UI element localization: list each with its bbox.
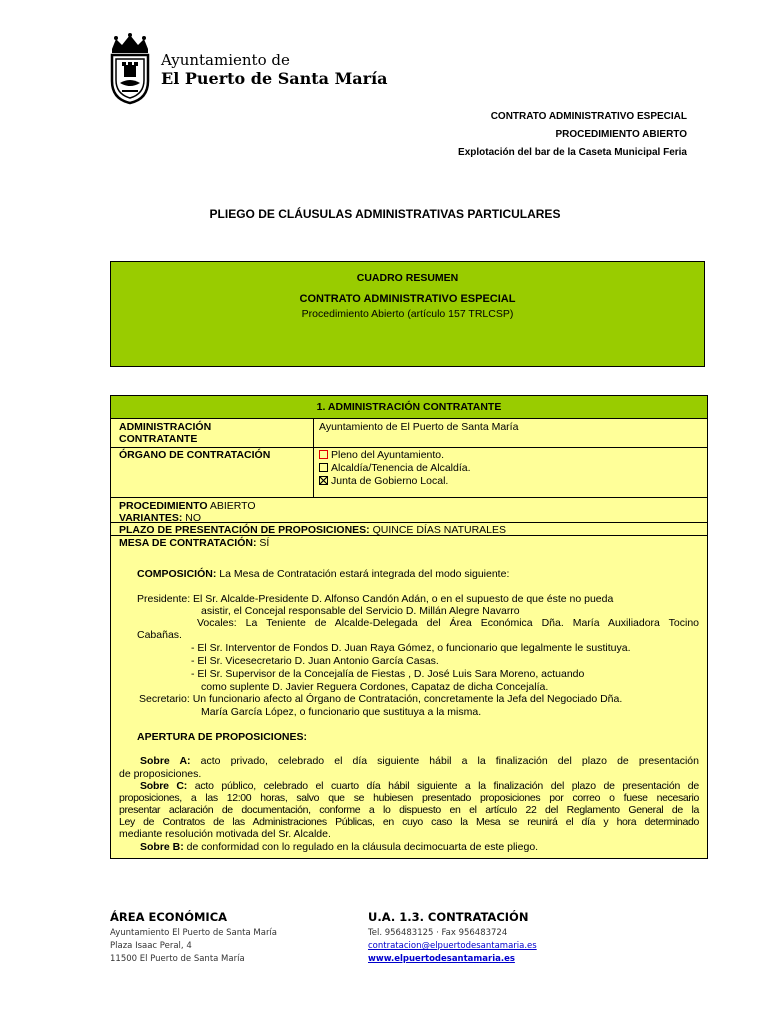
checkmark-x-icon (319, 476, 328, 485)
sobre-c-line2: proposiciones, a las 12:00 horas, salvo que se hubiesen presentado proposiciones por correo o fuese necesario (119, 792, 699, 804)
footer-phone-fax: Tel. 956483125 · Fax 956483724 (368, 928, 508, 938)
footer-area-title: ÁREA ECONÓMICA (110, 910, 228, 924)
admin-value: Ayuntamiento de El Puerto de Santa María (319, 421, 519, 433)
composition-label: COMPOSICIÓN: (137, 568, 217, 580)
section-contracting-administration (110, 395, 708, 859)
sobre-b-text: de conformidad con lo regulado en la cláusula decimocuarta de este pliego. (183, 841, 539, 853)
vocal-interventor: - El Sr. Interventor de Fondos D. Juan Raya Gómez, o funcionario que legalmente le sustituya. (191, 642, 631, 654)
mesa-label: MESA DE CONTRATACIÓN: (119, 537, 257, 549)
deadline-value: QUINCE DÍAS NATURALES (369, 524, 507, 536)
row-divider (111, 447, 707, 448)
secretary-line2: María García López, o funcionario que sustituya a la misma. (201, 706, 482, 718)
header-contract-object: Explotación del bar de la Caseta Municipal Feria (458, 147, 687, 158)
variants-row (119, 512, 201, 524)
coat-of-arms-logo (108, 33, 152, 105)
summary-procedure: Procedimiento Abierto (artículo 157 TRLCSP) (301, 308, 514, 320)
organ-option-junta (319, 475, 448, 487)
mesa-value: SÍ (256, 537, 270, 549)
organ-label: ÓRGANO DE CONTRATACIÓN (119, 449, 271, 461)
composition-text: La Mesa de Contratación estará integrada del modo siguiente: (216, 568, 510, 580)
column-divider (313, 419, 314, 497)
sobre-c-text: acto público, celebrado el cuarto día hábil siguiente a la finalización del plazo de presentación de (187, 780, 700, 792)
sobre-a-line1 (119, 755, 699, 767)
org-name-line2: El Puerto de Santa María (161, 69, 388, 88)
vocal-vicesecretario: - El Sr. Vicesecretario D. Juan Antonio García Casas. (191, 655, 439, 667)
deadline-label: PLAZO DE PRESENTACIÓN DE PROPOSICIONES: (119, 524, 370, 536)
opening-label: APERTURA DE PROPOSICIONES: (137, 731, 307, 743)
footer-address-line1: Ayuntamiento El Puerto de Santa María (110, 928, 278, 938)
summary-contract-type: CONTRATO ADMINISTRATIVO ESPECIAL (299, 293, 516, 305)
row-divider (111, 497, 707, 498)
footer-address-line2: Plaza Isaac Peral, 4 (110, 941, 192, 951)
mesa-row (119, 537, 269, 549)
option-label: Junta de Gobierno Local. (331, 475, 449, 487)
sobre-a-label: Sobre A: (140, 755, 191, 767)
sobre-c-label: Sobre C: (140, 780, 188, 792)
section-header: 1. ADMINISTRACIÓN CONTRATANTE (111, 396, 707, 419)
sobre-c-line4: Ley de Contratos de las Administraciones Públicas, en cuyo caso la Mesa se reunirá el día y hora determinado (119, 816, 699, 828)
footer-email-link[interactable]: contratacion@elpuertodesantamaria.es (368, 941, 537, 951)
sobre-c-line1 (119, 780, 699, 792)
option-label: Pleno del Ayuntamiento. (331, 449, 445, 461)
procedure-row (119, 500, 256, 512)
sobre-a-text: acto privado, celebrado el día siguiente hábil a la finalización del plazo de presentación (190, 755, 699, 767)
checkbox-checked (319, 476, 328, 485)
vocales-line1: Vocales: La Teniente de Alcalde-Delegada del Área Económica Dña. María Auxiliadora Tocino (197, 617, 699, 629)
secretary-line1: Secretario: Un funcionario afecto al Órgano de Contratación, concretamente la Jefa del Negociado Dña. (139, 693, 623, 705)
procedure-value: ABIERTO (207, 500, 256, 512)
admin-label-line2: CONTRATANTE (119, 433, 198, 445)
document-title: PLIEGO DE CLÁUSULAS ADMINISTRATIVAS PARTICULARES (209, 207, 561, 221)
president-line1: Presidente: El Sr. Alcalde-Presidente D. Alfonso Candón Adán, o en el supuesto de que éste no pueda (137, 593, 614, 605)
header-contract-type: CONTRATO ADMINISTRATIVO ESPECIAL (490, 111, 687, 122)
variants-value: NO (182, 512, 202, 524)
president-line2: asistir, el Concejal responsable del Servicio D. Millán Alegre Navarro (201, 605, 520, 617)
sobre-c-line3: presentar aclaración de documentación, conforme a lo dispuesto en el artículo 22 del Reglamento General de la (119, 804, 699, 816)
footer-unit-title: U.A. 1.3. CONTRATACIÓN (368, 910, 529, 924)
checkbox-unchecked (319, 450, 328, 459)
vocal-supervisor-line2: como suplente D. Javier Reguera Cordones, Capataz de dicha Concejalía. (201, 681, 549, 693)
deadline-row (119, 524, 506, 536)
sobre-c-line5: mediante resolución motivada del Sr. Alcalde. (119, 828, 331, 840)
footer-website-link[interactable]: www.elpuertodesantamaria.es (368, 954, 515, 964)
organ-option-alcaldia (319, 462, 471, 474)
procedure-label: PROCEDIMIENTO (119, 500, 208, 512)
variants-label: VARIANTES: (119, 512, 183, 524)
vocales-line2: Cabañas. (137, 629, 182, 641)
checkbox-unchecked (319, 463, 328, 472)
sobre-b-label: Sobre B: (140, 841, 184, 853)
summary-box (110, 261, 705, 367)
footer-address-line3: 11500 El Puerto de Santa María (110, 954, 245, 964)
org-name-line1: Ayuntamiento de (161, 51, 290, 69)
summary-title: CUADRO RESUMEN (356, 272, 459, 284)
header-procedure: PROCEDIMIENTO ABIERTO (555, 129, 687, 140)
sobre-a-line2: de proposiciones. (119, 768, 202, 780)
organ-option-pleno (319, 449, 444, 461)
option-label: Alcaldía/Tenencia de Alcaldía. (331, 462, 471, 474)
composition-line (137, 568, 509, 580)
admin-label-line1: ADMINISTRACIÓN (119, 421, 212, 433)
sobre-b-line (140, 841, 538, 853)
vocal-supervisor-line1: - El Sr. Supervisor de la Concejalía de Fiestas , D. José Luis Sara Moreno, actuando (191, 668, 585, 680)
